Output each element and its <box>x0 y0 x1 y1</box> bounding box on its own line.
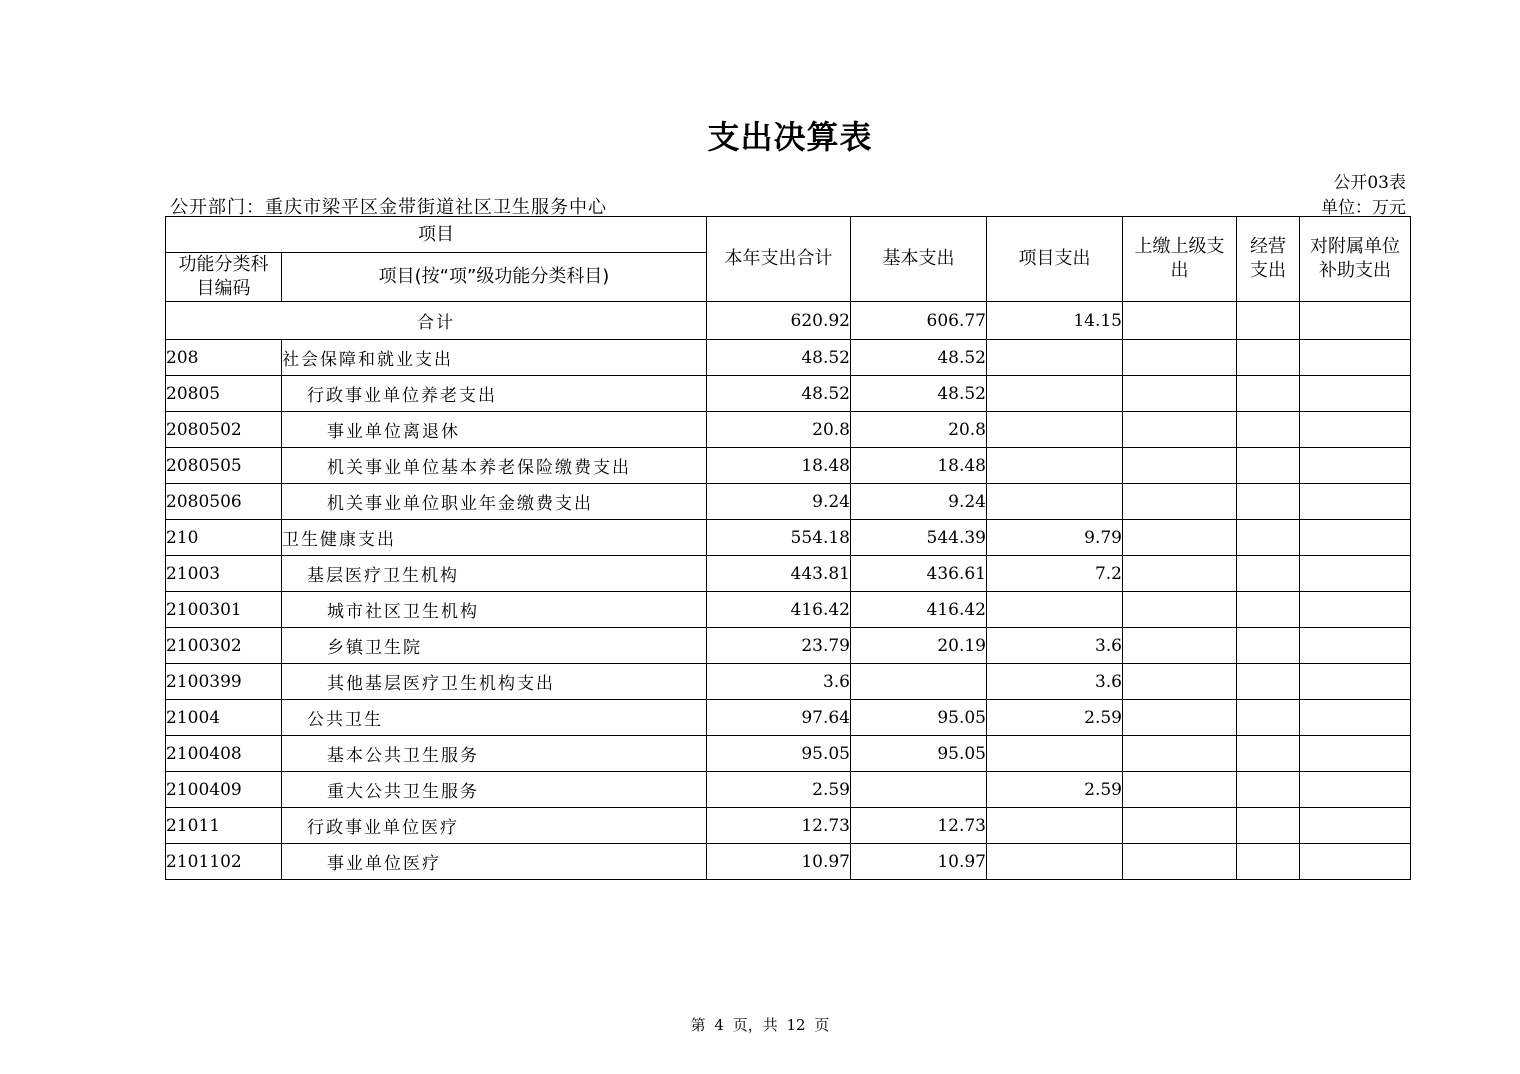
table-row <box>166 376 1411 412</box>
row-business <box>1237 700 1300 736</box>
row-business <box>1237 844 1300 880</box>
total-label: 合计 <box>166 302 707 340</box>
table-row <box>166 736 1411 772</box>
row-project: 7.2 <box>987 556 1123 592</box>
total-subsidy <box>1300 302 1411 340</box>
row-upper <box>1123 520 1237 556</box>
row-project <box>987 340 1123 376</box>
row-upper <box>1123 340 1237 376</box>
row-subsidy <box>1300 700 1411 736</box>
header-name: 项目(按“项”级功能分类科目) <box>282 253 707 302</box>
row-total: 554.18 <box>707 520 851 556</box>
department-label: 公开部门：重庆市梁平区金带街道社区卫生服务中心 <box>170 197 607 218</box>
row-name: 机关事业单位基本养老保险缴费支出 <box>282 448 707 484</box>
row-basic: 20.8 <box>851 412 987 448</box>
row-total: 95.05 <box>707 736 851 772</box>
row-subsidy <box>1300 664 1411 700</box>
row-total: 2.59 <box>707 772 851 808</box>
row-code: 2080506 <box>166 484 282 520</box>
row-name: 基本公共卫生服务 <box>282 736 707 772</box>
row-name: 事业单位离退休 <box>282 412 707 448</box>
header-project: 项目支出 <box>987 217 1123 302</box>
row-upper <box>1123 808 1237 844</box>
row-subsidy <box>1300 592 1411 628</box>
row-business <box>1237 448 1300 484</box>
row-business <box>1237 772 1300 808</box>
row-business <box>1237 664 1300 700</box>
row-basic: 436.61 <box>851 556 987 592</box>
row-code: 2100409 <box>166 772 282 808</box>
header-total: 本年支出合计 <box>707 217 851 302</box>
row-name: 乡镇卫生院 <box>282 628 707 664</box>
page-title: 支出决算表 <box>707 118 873 156</box>
row-basic: 18.48 <box>851 448 987 484</box>
row-total: 18.48 <box>707 448 851 484</box>
row-total: 416.42 <box>707 592 851 628</box>
row-basic: 9.24 <box>851 484 987 520</box>
table-row <box>166 772 1411 808</box>
table-row <box>166 556 1411 592</box>
row-subsidy <box>1300 628 1411 664</box>
row-upper <box>1123 772 1237 808</box>
footer-page: 4 <box>714 1016 724 1034</box>
total-project: 14.15 <box>987 302 1123 340</box>
row-name: 行政事业单位医疗 <box>282 808 707 844</box>
row-project: 3.6 <box>987 628 1123 664</box>
row-upper <box>1123 376 1237 412</box>
row-upper <box>1123 700 1237 736</box>
row-project <box>987 448 1123 484</box>
row-total: 443.81 <box>707 556 851 592</box>
row-upper <box>1123 592 1237 628</box>
row-total: 9.24 <box>707 484 851 520</box>
expenditure-table <box>165 216 1411 880</box>
header-upper: 上缴上级支出 <box>1123 217 1237 302</box>
row-name: 公共卫生 <box>282 700 707 736</box>
table-row <box>166 844 1411 880</box>
row-subsidy <box>1300 340 1411 376</box>
row-business <box>1237 340 1300 376</box>
row-project: 9.79 <box>987 520 1123 556</box>
row-name: 社会保障和就业支出 <box>282 340 707 376</box>
header-basic: 基本支出 <box>851 217 987 302</box>
total-basic: 606.77 <box>851 302 987 340</box>
row-upper <box>1123 556 1237 592</box>
row-basic <box>851 664 987 700</box>
row-subsidy <box>1300 448 1411 484</box>
row-total: 23.79 <box>707 628 851 664</box>
footer-middle: 页，共 <box>732 1016 778 1034</box>
row-project <box>987 592 1123 628</box>
row-name: 机关事业单位职业年金缴费支出 <box>282 484 707 520</box>
row-basic <box>851 772 987 808</box>
footer-prefix: 第 <box>690 1016 706 1034</box>
total-sum: 620.92 <box>707 302 851 340</box>
row-business <box>1237 628 1300 664</box>
row-code: 2080502 <box>166 412 282 448</box>
row-basic: 95.05 <box>851 700 987 736</box>
row-basic: 95.05 <box>851 736 987 772</box>
row-total: 3.6 <box>707 664 851 700</box>
row-name: 事业单位医疗 <box>282 844 707 880</box>
row-name: 基层医疗卫生机构 <box>282 556 707 592</box>
row-code: 2100408 <box>166 736 282 772</box>
row-project: 2.59 <box>987 700 1123 736</box>
row-upper <box>1123 736 1237 772</box>
row-upper <box>1123 664 1237 700</box>
row-project <box>987 484 1123 520</box>
row-code: 210 <box>166 520 282 556</box>
table-row <box>166 340 1411 376</box>
row-code: 21003 <box>166 556 282 592</box>
row-upper <box>1123 628 1237 664</box>
table-row <box>166 592 1411 628</box>
header-subsidy: 对附属单位补助支出 <box>1300 217 1411 302</box>
row-upper <box>1123 484 1237 520</box>
header-code: 功能分类科目编码 <box>166 253 282 302</box>
header-item: 项目 <box>166 217 707 253</box>
row-subsidy <box>1300 484 1411 520</box>
header-business: 经营支出 <box>1237 217 1300 302</box>
row-code: 20805 <box>166 376 282 412</box>
row-business <box>1237 592 1300 628</box>
row-basic: 416.42 <box>851 592 987 628</box>
table-row <box>166 484 1411 520</box>
row-business <box>1237 808 1300 844</box>
row-code: 2100302 <box>166 628 282 664</box>
table-row <box>166 664 1411 700</box>
row-subsidy <box>1300 772 1411 808</box>
table-row <box>166 412 1411 448</box>
row-business <box>1237 736 1300 772</box>
row-name: 其他基层医疗卫生机构支出 <box>282 664 707 700</box>
row-project <box>987 736 1123 772</box>
table-row <box>166 520 1411 556</box>
row-basic: 12.73 <box>851 808 987 844</box>
row-project <box>987 808 1123 844</box>
table-row <box>166 448 1411 484</box>
total-upper <box>1123 302 1237 340</box>
row-project: 3.6 <box>987 664 1123 700</box>
row-business <box>1237 376 1300 412</box>
row-basic: 544.39 <box>851 520 987 556</box>
unit-label: 单位：万元 <box>1321 198 1406 218</box>
row-basic: 20.19 <box>851 628 987 664</box>
row-subsidy <box>1300 736 1411 772</box>
row-subsidy <box>1300 412 1411 448</box>
table-body <box>166 302 1411 880</box>
row-project: 2.59 <box>987 772 1123 808</box>
footer-total-pages: 12 <box>786 1016 806 1034</box>
row-name: 卫生健康支出 <box>282 520 707 556</box>
table-row <box>166 808 1411 844</box>
row-total: 20.8 <box>707 412 851 448</box>
row-subsidy <box>1300 376 1411 412</box>
row-code: 2100301 <box>166 592 282 628</box>
row-subsidy <box>1300 520 1411 556</box>
total-row <box>166 302 1411 340</box>
row-total: 48.52 <box>707 376 851 412</box>
table-row <box>166 628 1411 664</box>
row-subsidy <box>1300 844 1411 880</box>
row-subsidy <box>1300 808 1411 844</box>
row-code: 208 <box>166 340 282 376</box>
row-code: 2101102 <box>166 844 282 880</box>
row-total: 10.97 <box>707 844 851 880</box>
row-code: 2080505 <box>166 448 282 484</box>
row-business <box>1237 556 1300 592</box>
form-number: 公开03表 <box>1333 173 1406 193</box>
row-subsidy <box>1300 556 1411 592</box>
row-total: 97.64 <box>707 700 851 736</box>
row-basic: 10.97 <box>851 844 987 880</box>
row-name: 城市社区卫生机构 <box>282 592 707 628</box>
row-business <box>1237 520 1300 556</box>
row-total: 12.73 <box>707 808 851 844</box>
footer-suffix: 页 <box>814 1016 830 1034</box>
row-name: 重大公共卫生服务 <box>282 772 707 808</box>
row-business <box>1237 412 1300 448</box>
row-business <box>1237 484 1300 520</box>
page-footer <box>0 1014 1520 1035</box>
row-name: 行政事业单位养老支出 <box>282 376 707 412</box>
row-total: 48.52 <box>707 340 851 376</box>
row-upper <box>1123 844 1237 880</box>
total-business <box>1237 302 1300 340</box>
row-code: 2100399 <box>166 664 282 700</box>
row-code: 21011 <box>166 808 282 844</box>
row-project <box>987 844 1123 880</box>
row-project <box>987 376 1123 412</box>
row-basic: 48.52 <box>851 340 987 376</box>
table-row <box>166 700 1411 736</box>
row-upper <box>1123 412 1237 448</box>
row-basic: 48.52 <box>851 376 987 412</box>
row-project <box>987 412 1123 448</box>
row-upper <box>1123 448 1237 484</box>
row-code: 21004 <box>166 700 282 736</box>
